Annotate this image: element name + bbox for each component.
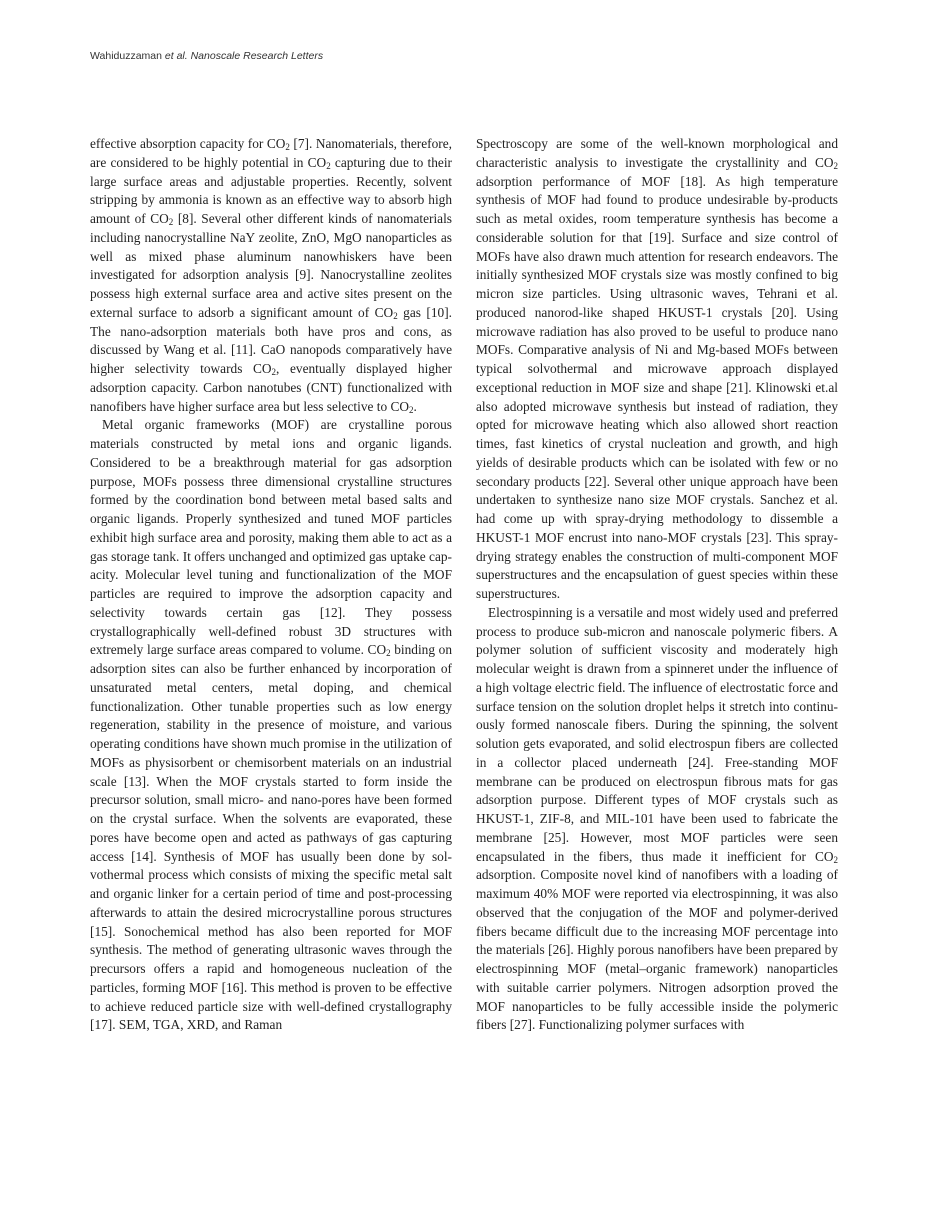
header-etal: et al.: [164, 50, 188, 62]
paragraph-electrospinning: Electrospinning is a versatile and most widely used and preferred process to produce sub-micron and nanoscale polymeric fibers. A polymer solution of sufficient viscosity and moderately high molecular weight is drawn from a spinneret under the influence of a high voltage electric field. The influence of electrostatic force and surface tension on the solution droplet helps it stretch into continuously formed nanoscale fibers. During the spinning, the solvent solution gets evaporated, and solid electrospun fibers are collected in a collector placed underneath [24]. Free-standing MOF membrane can be produced on electrospun fibrous mats for gas adsorption purpose. Different types of MOF crystals such as HKUST-1, ZIF-8, and MIL-101 have been used to fabricate the membrane [25]. However, most MOF particles were seen encapsulated in the fibers, thus made it inefficient for $CO_2$ adsorption. Composite novel kind of nanofibers with a loading of maximum 40% MOF were reported via electrospinning, it was also observed that the conjugation of the MOF and polymer-derived fibers became difficult due to the increasing MOF percentage into the materials [26]. Highly porous nanofibers have been prepared by electrospinning MOF (metal–organic framework) nanoparticles with suitable carrier polymers. Nitrogen adsorption proved the MOF nanoparticles to be fully accessible inside the polymeric fibers [27]. Functionalizing polymer surfaces with: [476, 604, 838, 1033]
paragraph-mof-synthesis: Spectroscopy are some of the well-known morphological and characteristic analysis to investigate the crystallinity and $CO_2$ adsorption performance of MOF [18]. As high temperature synthesis of MOF had found to produce undesirable by-products such as metal oxides, room temperature synthesis has become a considerable solution for that [19]. Surface and size control of MOFs have also drawn much attention for research endeavors. The initially synthesized MOF crystals size was mostly confined to big micron size particles. Using ultrasonic waves, Tehrani et al. produced nanorod-like shaped HKUST-1 crystals [20]. Using microwave radiation has also proved to be useful to produce nano MOFs. Comparative analysis of Ni and Mg-based MOFs between typical solvothermal and microwave approach displayed exceptional reduction in MOF size and shape [21]. Klinowski et.al also adopted microwave synthesis but instead of radiation, they opted for microwave heating which also allowed short reaction times, fast kinetics of crystal nucleation and growth, and high yields of desirable products which can be isolated with few or no secondary products [22]. Several other unique approach have been undertaken to synthesize nano size MOF crystals. Sanchez et al. had come up with spray-drying methodology to dissemble a HKUST-1 MOF encrust into nano-MOF crystals [23]. This spray-drying strategy enables the construction of multi-component MOF superstructures and the encapsulation of guest species within these superstructures.: [476, 136, 838, 601]
paragraph-nanomaterials: effective absorption capacity for $CO_2$ [7]. Nanomaterials, therefore, are considered to be highly potential in $CO_2$ capturing due to their large surface areas and adjustable properties. Recently, solvent stripping by ammonia is known as an effective way to absorb high amount of $CO_2$ [8]. Several other different kinds of nanomaterials including nanocrystalline NaY zeolite, ZnO, MgO nanoparticles as well as mixed phase aluminum nanowhiskers have been investigated for adsorption analysis [9]. Nanocrystalline zeolites possess high external surface area and active sites present on the external surface to adsorb a significant amount of $CO_2$ gas [10]. The nano-adsorption materials both have pros and cons, as discussed by Wang et al. [11]. CaO nanopods comparatively have higher selectivity towards $CO_2$, eventually displayed higher adsorption capacity. Carbon nanotubes (CNT) functionalized with nanofibers have higher surface area but less selective to $CO_2$.: [90, 136, 452, 415]
left-column: [90, 135, 452, 1035]
paragraph-mof-intro: Metal organic frameworks (MOF) are crystalline porous materials constructed by metal ions and organic ligands. Considered to be a breakthrough material for gas adsorption purpose, MOFs possess three dimensional crystalline structures formed by the coordination bond between metal based salts and organic ligands. Properly synthesized and tuned MOF particles exhibit high surface area and porosity, making them able to act as a gas storage tank. It offers unchanged and optimized gas uptake capacity. Molecular level tuning and functionalization of the MOF particles are required to improve the adsorption capacity and selectivity towards certain gas [12]. They possess crystallographically well-defined robust 3D structures with extremely large surface areas compared to volume. $CO_2$ binding on adsorption sites can also be further enhanced by incorporation of unsaturated metal centers, metal doping, and chemical functionalization. Other tunable properties such as low energy regeneration, stability in the presence of moisture, and various operating conditions have shown much promise in the utilization of MOFs as physisorbent or chemisorbent materials on an industrial scale [13]. When the MOF crystals started to form inside the precursor solution, small micro- and nano-pores have been formed on the crystal surface. When the solvents are evaporated, these pores have become open and acted as pathways of gas capturing access [14]. Synthesis of MOF has usually been done by solvothermal process which consists of mixing the specific metal salt and organic linker for a certain period of time and post-processing afterwards to attain the desired microcrystalline porous structures [15]. Sonochemical method has also been reported for MOF synthesis. The method of generating ultrasonic waves through the precursors offers a rapid and homogeneous nucleation of the particles, forming MOF [16]. This method is proven to be effective to achieve reduced particle size with well-defined crystallography [17]. SEM, TGA, XRD, and Raman: [90, 417, 452, 1033]
header-authors: Wahiduzzaman: [90, 50, 162, 62]
running-header: [90, 50, 323, 62]
right-column: [476, 135, 838, 1035]
header-journal: Nanoscale Research Letters: [190, 50, 324, 62]
